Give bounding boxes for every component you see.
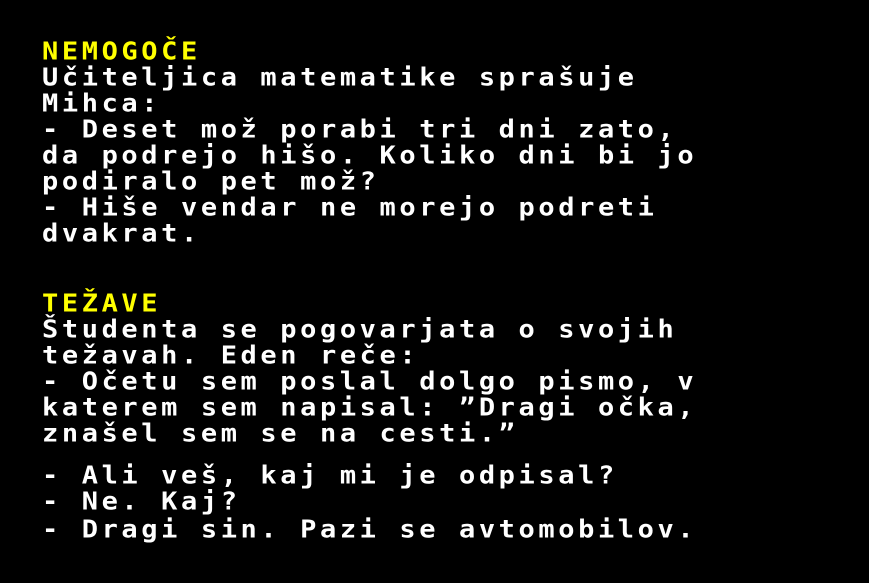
joke-line: Študenta se pogovarjata o svojih [42,315,678,344]
joke-line: - Dragi sin. Pazi se avtomobilov. [42,515,698,544]
joke-line: katerem sem napisal: ”Dragi očka, [42,393,698,422]
joke-line: težavah. Eden reče: [42,341,420,370]
joke-line: dvakrat. [42,219,201,248]
joke-line: Mihca: [42,89,162,118]
joke-line: - Ali veš, kaj mi je odpisal? [42,461,618,490]
section-title-tezave: TEŽAVE [42,289,162,318]
joke-line: - Hiše vendar ne morejo podreti [42,193,658,222]
section-title-nemogoce: NEMOGOČE [42,37,201,66]
joke-line: podiralo pet mož? [42,167,380,196]
joke-line: - Ne. Kaj? [42,487,241,516]
joke-line: - Deset mož porabi tri dni zato, [42,115,678,144]
joke-line: - Očetu sem poslal dolgo pismo, v [42,367,698,396]
joke-line: znašel sem se na cesti.” [42,419,519,448]
joke-line: Učiteljica matematike sprašuje [42,63,638,92]
joke-line: da podrejo hišo. Koliko dni bi jo [42,141,698,170]
